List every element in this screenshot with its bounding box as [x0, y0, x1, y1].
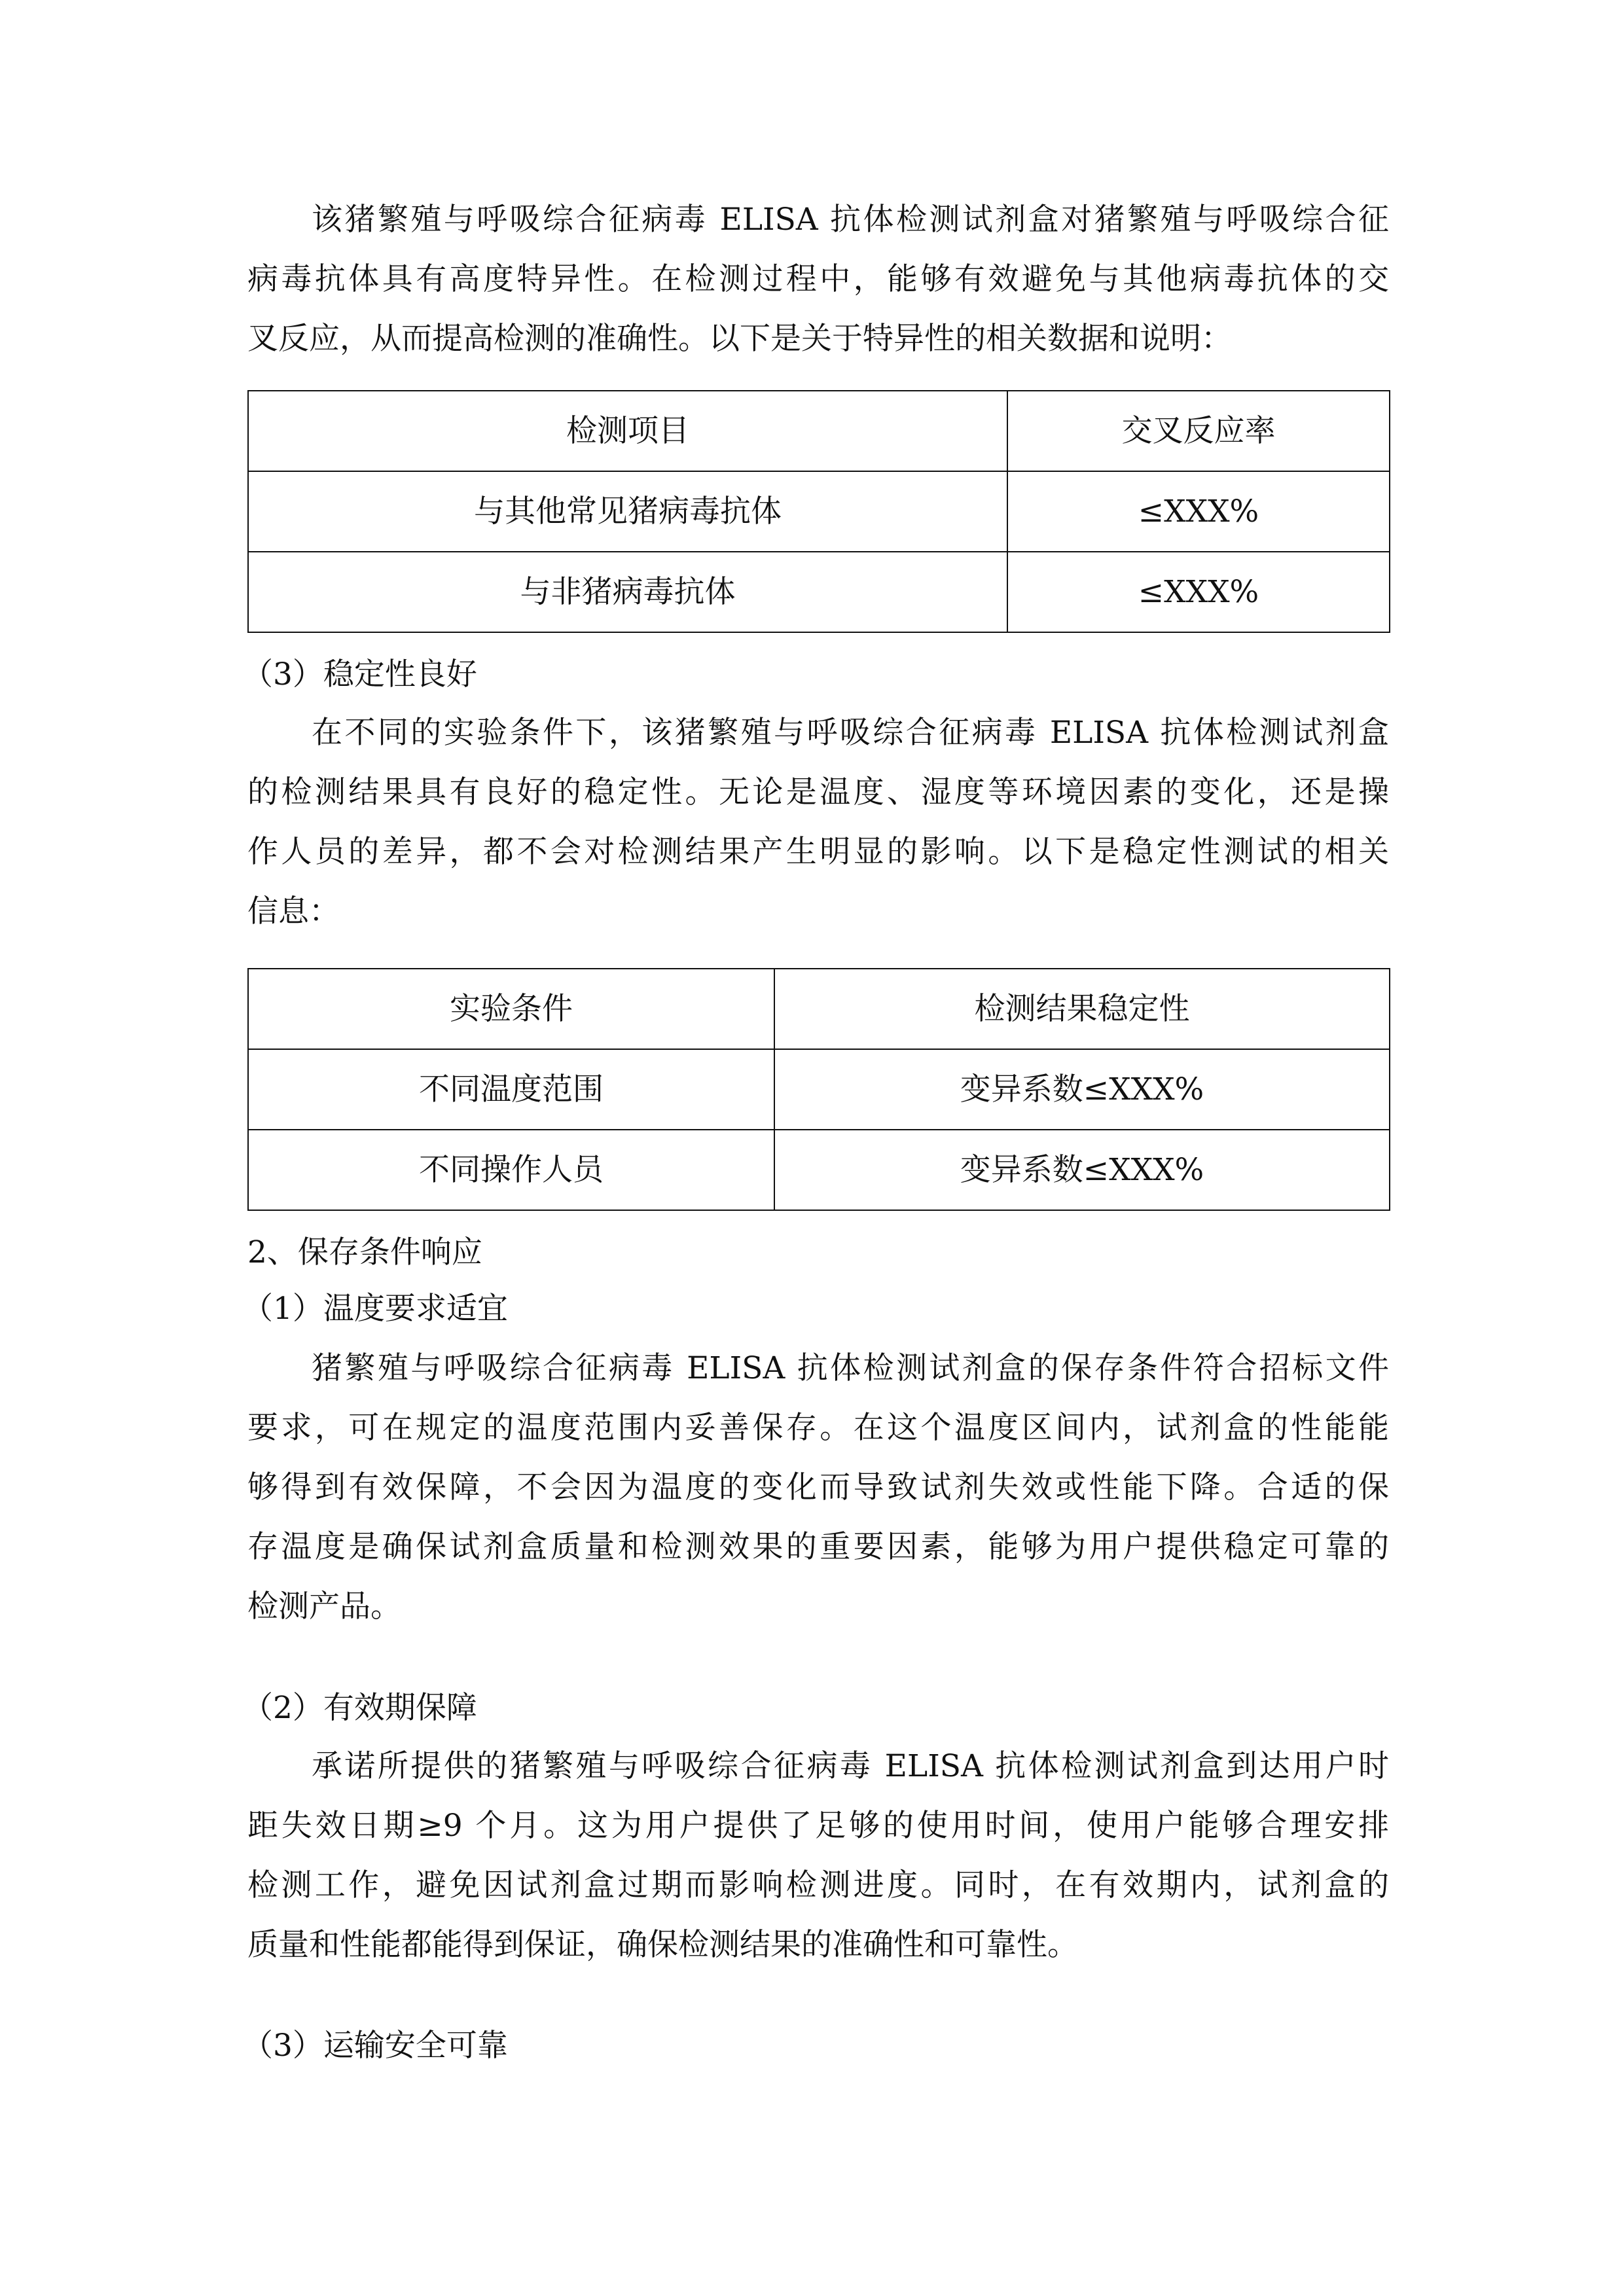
- validity-paragraph-line: 距失效日期≥9 个月。这为用户提供了足够的使用时间，使用户能够合理安排: [247, 1808, 1389, 1844]
- table-header-row: [248, 391, 1390, 471]
- stability-paragraph-line: 信息：: [247, 893, 340, 929]
- table-cell: 不同操作人员: [248, 1130, 774, 1210]
- table-cell: ≤XXX%: [1007, 471, 1390, 552]
- intro-paragraph-line: 病毒抗体具有高度特异性。在检测过程中，能够有效避免与其他病毒抗体的交: [247, 261, 1389, 297]
- table-header-cell: 交叉反应率: [1007, 391, 1390, 471]
- validity-paragraph-line: 质量和性能都能得到保证，确保检测结果的准确性和可靠性。: [247, 1927, 1078, 1963]
- table-cell: 变异系数≤XXX%: [774, 1049, 1390, 1130]
- table-header-cell: 检测结果稳定性: [774, 969, 1390, 1049]
- specificity-table: [247, 390, 1390, 633]
- validity-paragraph-line: 承诺所提供的猪繁殖与呼吸综合征病毒 ELISA 抗体检测试剂盒到达用户时: [312, 1748, 1389, 1784]
- temperature-paragraph-line: 猪繁殖与呼吸综合征病毒 ELISA 抗体检测试剂盒的保存条件符合招标文件: [312, 1350, 1389, 1386]
- temperature-paragraph-line: 要求，可在规定的温度范围内妥善保存。在这个温度区间内，试剂盒的性能能: [247, 1410, 1389, 1446]
- table-cell: 与其他常见猪病毒抗体: [248, 471, 1007, 552]
- storage-heading: 2、保存条件响应: [247, 1234, 482, 1270]
- stability-paragraph-line: 的检测结果具有良好的稳定性。无论是温度、湿度等环境因素的变化，还是操: [247, 774, 1389, 810]
- table-row: [248, 1049, 1390, 1130]
- intro-paragraph-line: 叉反应，从而提高检测的准确性。以下是关于特异性的相关数据和说明：: [247, 321, 1232, 357]
- intro-paragraph-line: 该猪繁殖与呼吸综合征病毒 ELISA 抗体检测试剂盒对猪繁殖与呼吸综合征: [312, 202, 1389, 238]
- table-row: [248, 1130, 1390, 1210]
- table-cell: 与非猪病毒抗体: [248, 552, 1007, 632]
- table-header-row: [248, 969, 1390, 1049]
- table-cell: 变异系数≤XXX%: [774, 1130, 1390, 1210]
- stability-paragraph-line: 在不同的实验条件下，该猪繁殖与呼吸综合征病毒 ELISA 抗体检测试剂盒: [312, 715, 1389, 751]
- stability-table: [247, 968, 1390, 1211]
- validity-paragraph-line: 检测工作，避免因试剂盒过期而影响检测进度。同时，在有效期内，试剂盒的: [247, 1867, 1389, 1903]
- transport-heading: （3）运输安全可靠: [242, 2028, 508, 2064]
- table-cell: ≤XXX%: [1007, 552, 1390, 632]
- temperature-paragraph-line: 检测产品。: [247, 1588, 401, 1624]
- temperature-heading: （1）温度要求适宜: [242, 1291, 508, 1327]
- validity-heading: （2）有效期保障: [242, 1690, 477, 1726]
- temperature-paragraph-line: 存温度是确保试剂盒质量和检测效果的重要因素，能够为用户提供稳定可靠的: [247, 1529, 1389, 1565]
- table-header-cell: 检测项目: [248, 391, 1007, 471]
- table-row: [248, 471, 1390, 552]
- stability-paragraph-line: 作人员的差异，都不会对检测结果产生明显的影响。以下是稳定性测试的相关: [247, 834, 1389, 870]
- stability-heading: （3）稳定性良好: [242, 656, 477, 692]
- table-row: [248, 552, 1390, 632]
- table-cell: 不同温度范围: [248, 1049, 774, 1130]
- table-header-cell: 实验条件: [248, 969, 774, 1049]
- temperature-paragraph-line: 够得到有效保障，不会因为温度的变化而导致试剂失效或性能下降。合适的保: [247, 1469, 1389, 1505]
